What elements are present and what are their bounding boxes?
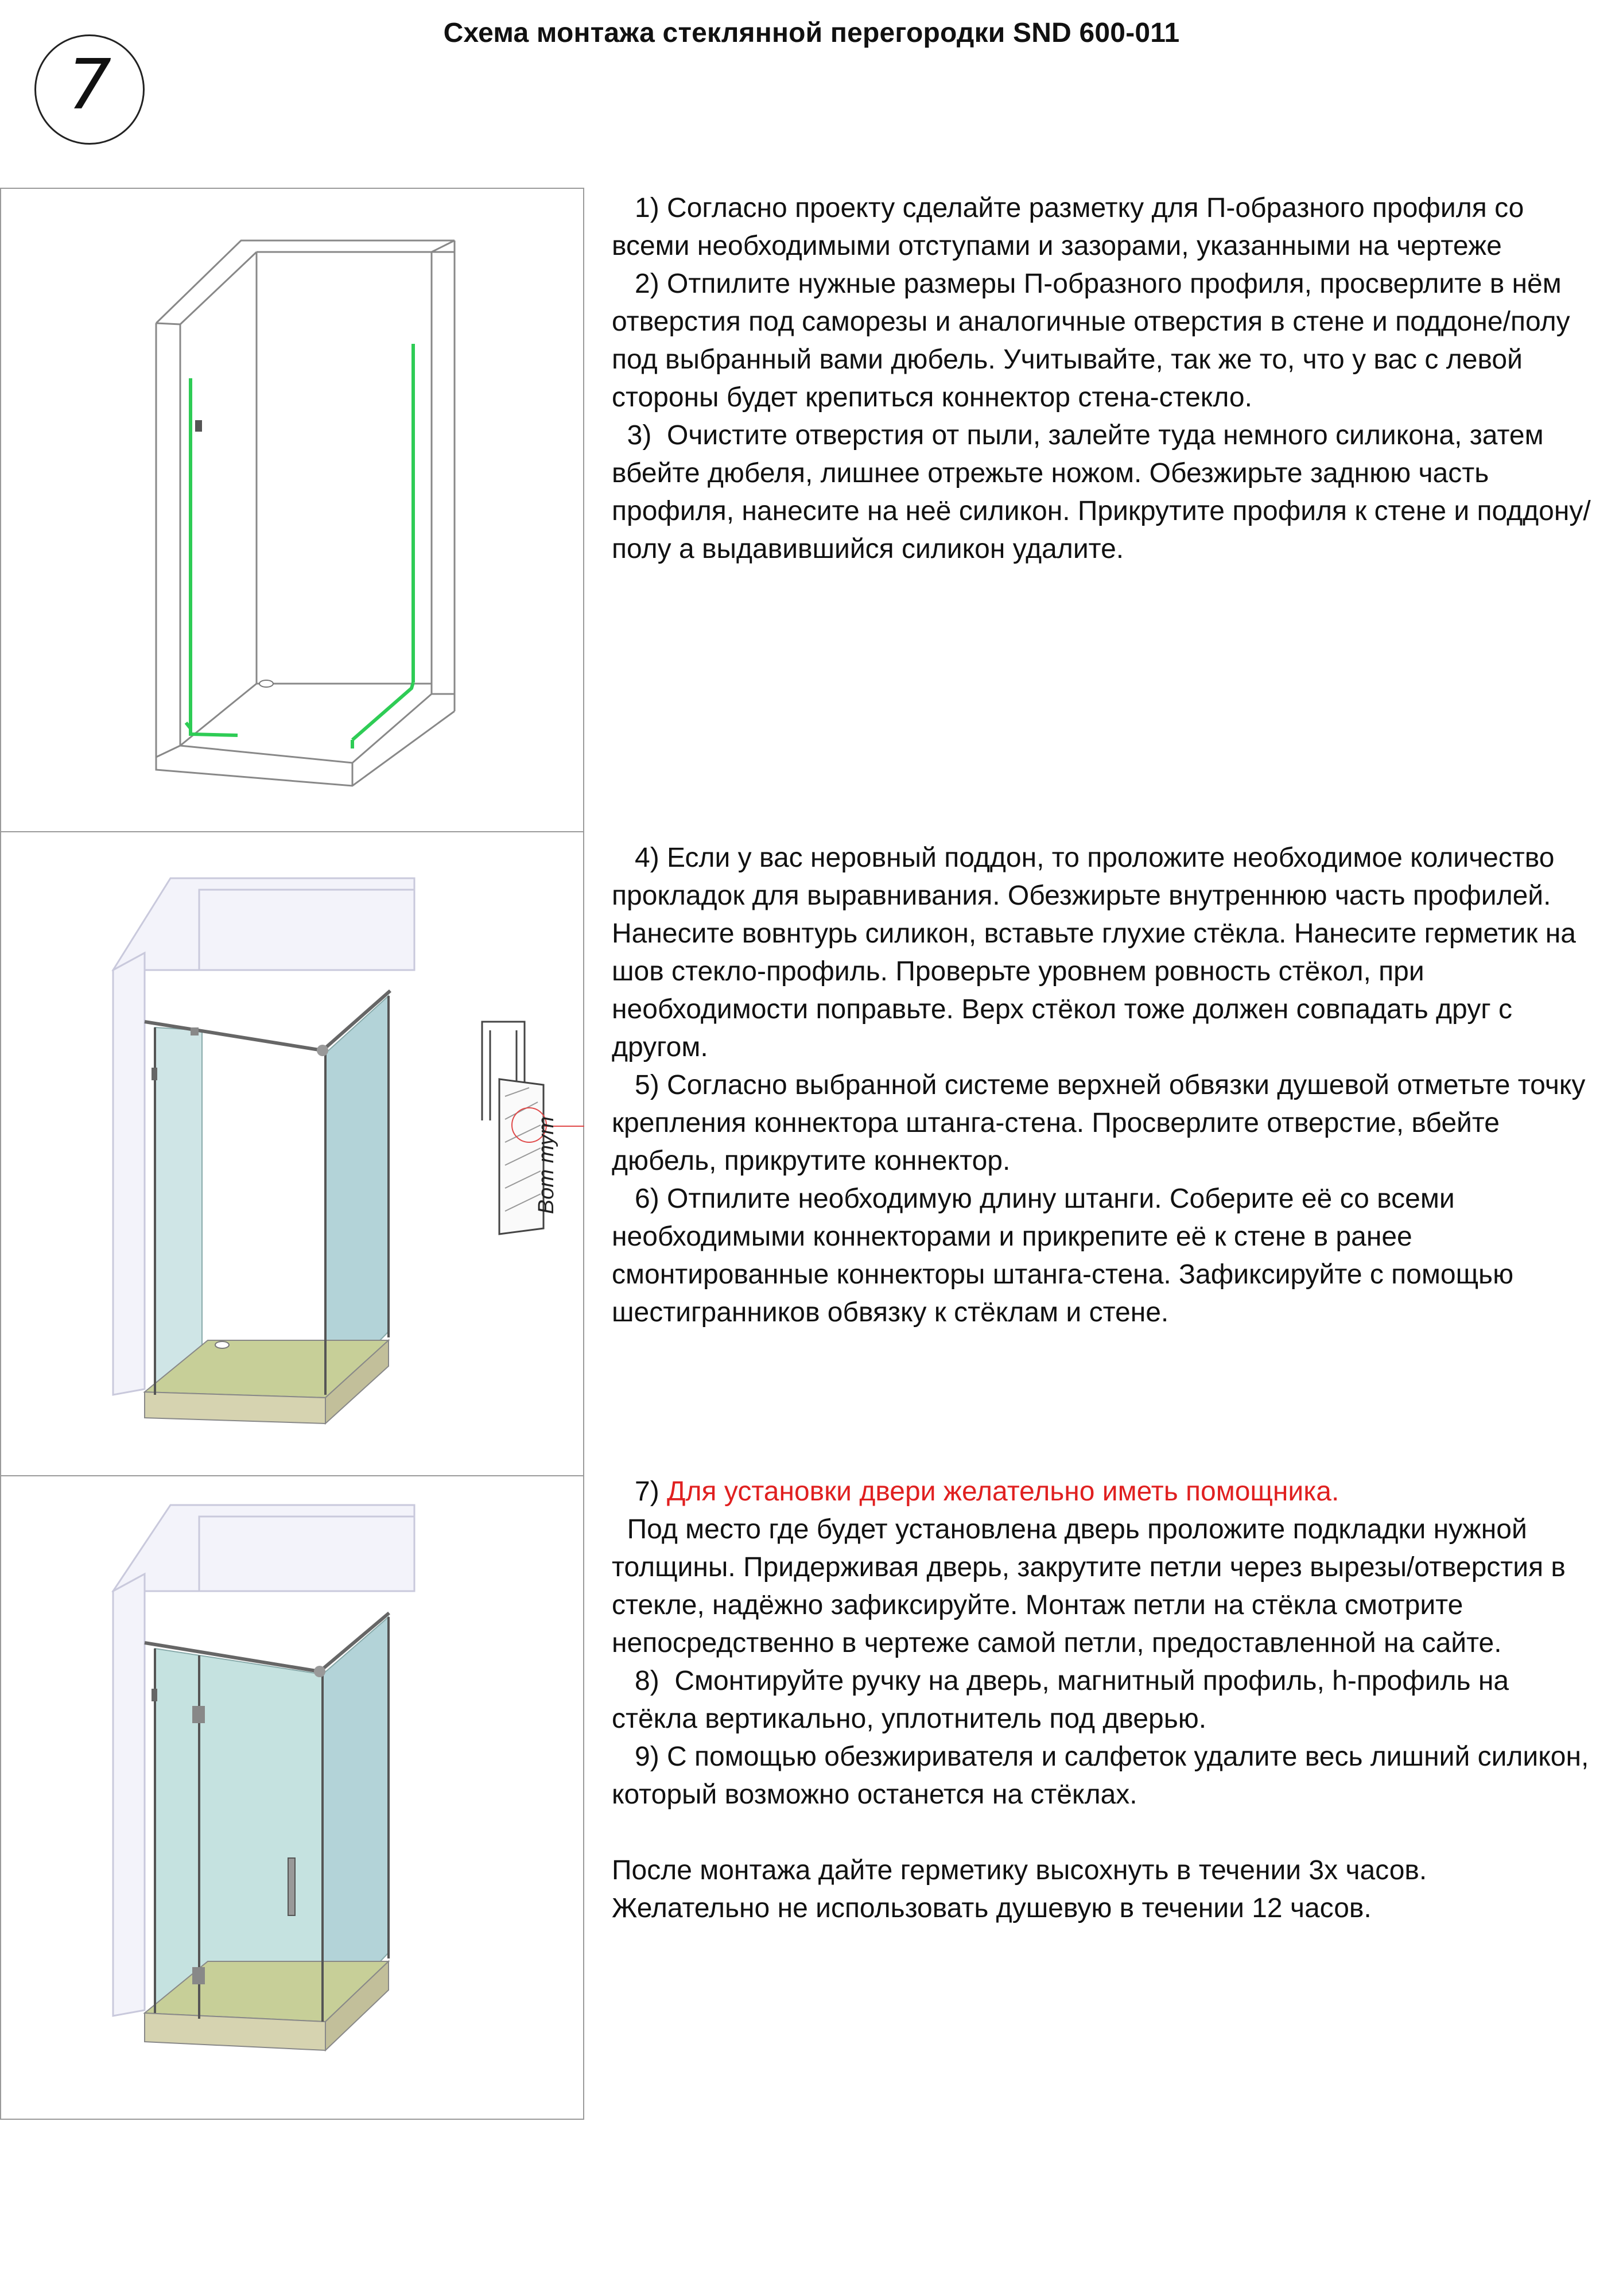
step-5-text: 5) Согласно выбранной системе верхней обвязки душевой отметьте точку крепления коннектора штанга-стена. Просверлите отверстие, вбейте дюбель, прикрутите коннектор. <box>612 1070 1593 1176</box>
step-9-text: 9) С помощью обезжиривателя и салфеток удалите весь лишний силикон, который возможно останется на стёклах. <box>612 1742 1597 1810</box>
helper-warning: Для установки двери желательно иметь помощника. <box>667 1476 1339 1507</box>
step-6-text: 6) Отпилите необходимую длину штанги. Соберите её со всеми необходимыми коннекторами и прикрепите её к стене в ранее смонтированные коннекторы штанга-стена. Зафиксируйте с помощью шестигранников обвязку к стёклам и стене. <box>612 1184 1521 1328</box>
shower-door-installation-drawing <box>1 1476 584 2120</box>
step-7-9-image-frame <box>0 1475 584 2120</box>
detail-label: Вот тут <box>534 1116 558 1215</box>
steps-4-6-text <box>612 839 1599 1332</box>
closing-line-1: После монтажа дайте герметику высохнуть в течении 3х часов. <box>612 1855 1427 1886</box>
step-1-3-image-frame <box>0 188 584 832</box>
shower-profile-marking-drawing <box>1 189 584 832</box>
steps-1-3-text <box>612 189 1599 568</box>
step-7-prefix: 7) <box>612 1476 667 1507</box>
step-3-text: 3) Очистите отверстия от пыли, залейте туда немного силикона, затем вбейте дюбеля, лишнее отрежьте ножом. Обезжирьте заднюю часть профиля, нанесите на неё силикон. Прикрутите профиля к стене и поддону/полу а выдавившийся силикон удалите. <box>612 420 1591 564</box>
page-title: Схема монтажа стеклянной перегородки SND 600-011 <box>443 18 1180 48</box>
step-8-text: 8) Смонтируйте ручку на дверь, магнитный профиль, h-профиль на стёкла вертикально, уплотнитель под дверью. <box>612 1666 1517 1734</box>
step-4-text: 4) Если у вас неровный поддон, то проложите необходимое количество прокладок для выравнивания. Обезжирьте внутреннюю часть профилей. Нанесите вовнтурь силикон, вставьте глухие стёкла. Нанесите герметик на шов стекло-профиль. Проверьте уровнем ровность стёкол, при необходимости поправьте. Верх стёкол тоже должен совпадать друг с другом. <box>612 843 1584 1062</box>
step-2-text: 2) Отпилите нужные размеры П-образного профиля, просверлите в нём отверстия под саморезы и аналогичные отверстия в стене и поддоне/полу под выбранный вами дюбель. Учитывайте, так же то, что у вас с левой стороны будет крепиться коннектор стена-стекло. <box>612 269 1578 413</box>
closing-spacer <box>612 1814 1599 1852</box>
step-4-6-image-frame <box>0 831 584 1476</box>
page-number: 7 <box>67 45 112 125</box>
step-7-text: Под место где будет установлена дверь проложите подкладки нужной толщины. Придерживая дверь, закрутите петли через вырезы/отверстия в стекле, надёжно зафиксируйте. Монтаж петли на стёкла смотрите непосредственно в чертеже самой петли, предоставленной на сайте. <box>612 1514 1574 1658</box>
step-1-text: 1) Согласно проекту сделайте разметку для П-образного профиля со всеми необходимыми отступами и зазорами, указанными на чертеже <box>612 193 1532 261</box>
shower-glass-installation-drawing <box>1 832 584 1476</box>
step-7-heading <box>612 1473 1599 1511</box>
closing-line-2: Желательно не использовать душевую в течении 12 часов. <box>612 1893 1372 1923</box>
steps-7-9-text <box>612 1473 1599 1927</box>
page-number-badge <box>34 34 145 145</box>
